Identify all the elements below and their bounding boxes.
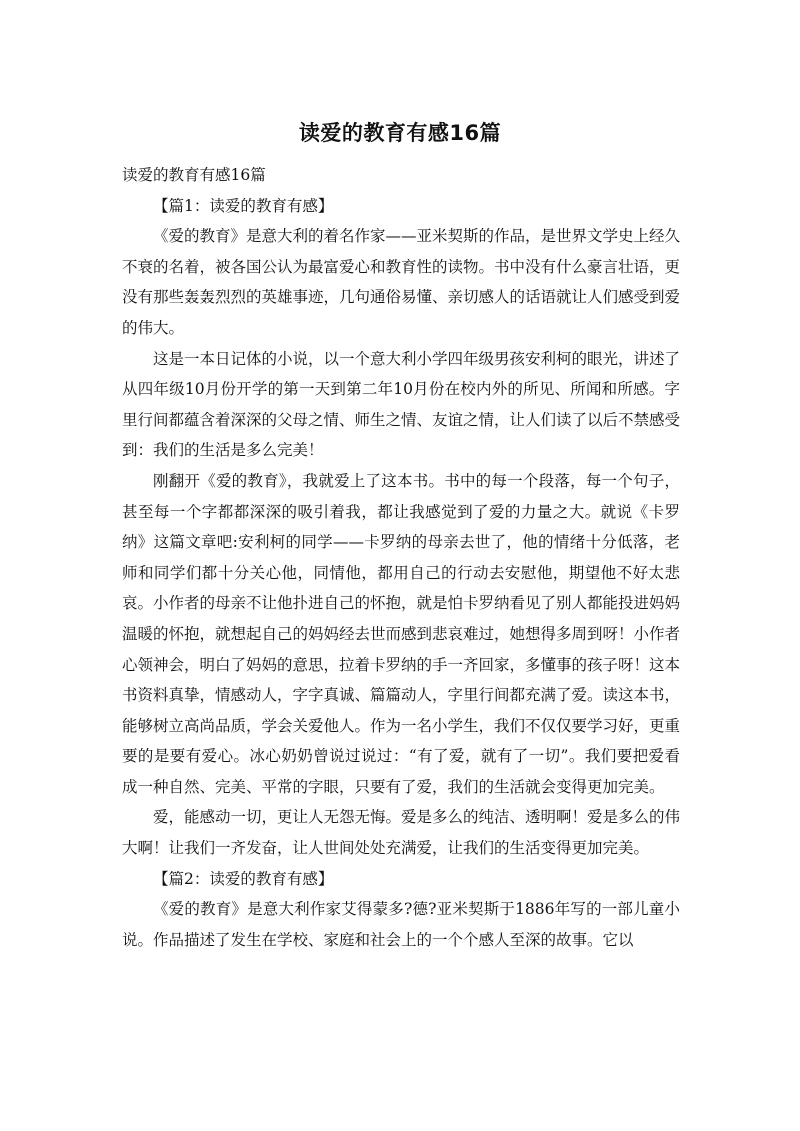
body-paragraph: 这是一本日记体的小说，以一个意大利小学四年级男孩安利柯的眼光，讲述了从四年级10月份开学的第一天到第二年10月份在校内外的所见、所闻和所感。字里行间都蕴含着深深的父母之情、师生之情、友谊之情，让人们读了以后不禁感受到：我们的生活是多么完美！ bbox=[122, 349, 681, 460]
body-paragraph: 《爱的教育》是意大利作家艾得蒙多?德?亚米契斯于1886年写的一部儿童小说。作品描述了发生在学校、家庭和社会上的一个个感人至深的故事。它以 bbox=[122, 900, 680, 949]
document-subtitle: 读爱的教育有感16篇 bbox=[122, 166, 266, 184]
section-heading: 【篇2：读爱的教育有感】 bbox=[153, 869, 334, 888]
body-paragraph: 刚翻开《爱的教育》，我就爱上了这本书。书中的每一个段落，每一个句子，甚至每一个字都都深深的吸引着我，都让我感觉到了爱的力量之大。就说《卡罗纳》这篇文章吧:安利柯的同学——卡罗纳的母亲去世了，他的情绪十分低落，老师和同学们都十分关心他，同情他，都用自己的行动去安慰他，期望他不好太悲哀。小作者的母亲不让他扑进自己的怀抱，就是怕卡罗纳看见了别人都能投进妈妈温暖的怀抱，就想起自己的妈妈经去世而感到悲哀难过，她想得多周到呀！小作者心领神会，明白了妈妈的意思，拉着卡罗纳的手一齐回家，多懂事的孩子呀！这本书资料真挚，情感动人，字字真诚、篇篇动人，字里行间都充满了爱。读这本书，能够树立高尚品质，学会关爱他人。作为一名小学生，我们不仅仅要学习好，更重要的是要有爱心。冰心奶奶曾说过说过：“有了爱，就有了一切”。我们要把爱看成一种自然、完美、平常的字眼，只要有了爱，我们的生活就会变得更加完美。 bbox=[122, 471, 681, 796]
document-body bbox=[122, 160, 680, 955]
section-heading: 【篇1：读爱的教育有感】 bbox=[153, 196, 334, 215]
body-paragraph: 《爱的教育》是意大利的着名作家——亚米契斯的作品，是世界文学史上经久不衰的名着，被各国公认为最富爱心和教育性的读物。书中没有什么豪言壮语，更没有那些轰轰烈烈的英雄事迹，几句通俗易懂、亲切感人的话语就让人们感受到爱的伟大。 bbox=[122, 227, 681, 337]
document-title: 读爱的教育有感16篇 bbox=[298, 121, 502, 145]
body-paragraph: 爱，能感动一切，更让人无怨无悔。爱是多么的纯洁、透明啊！爱是多么的伟大啊！让我们一齐发奋，让人世间处处充满爱，让我们的生活变得更加完美。 bbox=[122, 808, 681, 858]
